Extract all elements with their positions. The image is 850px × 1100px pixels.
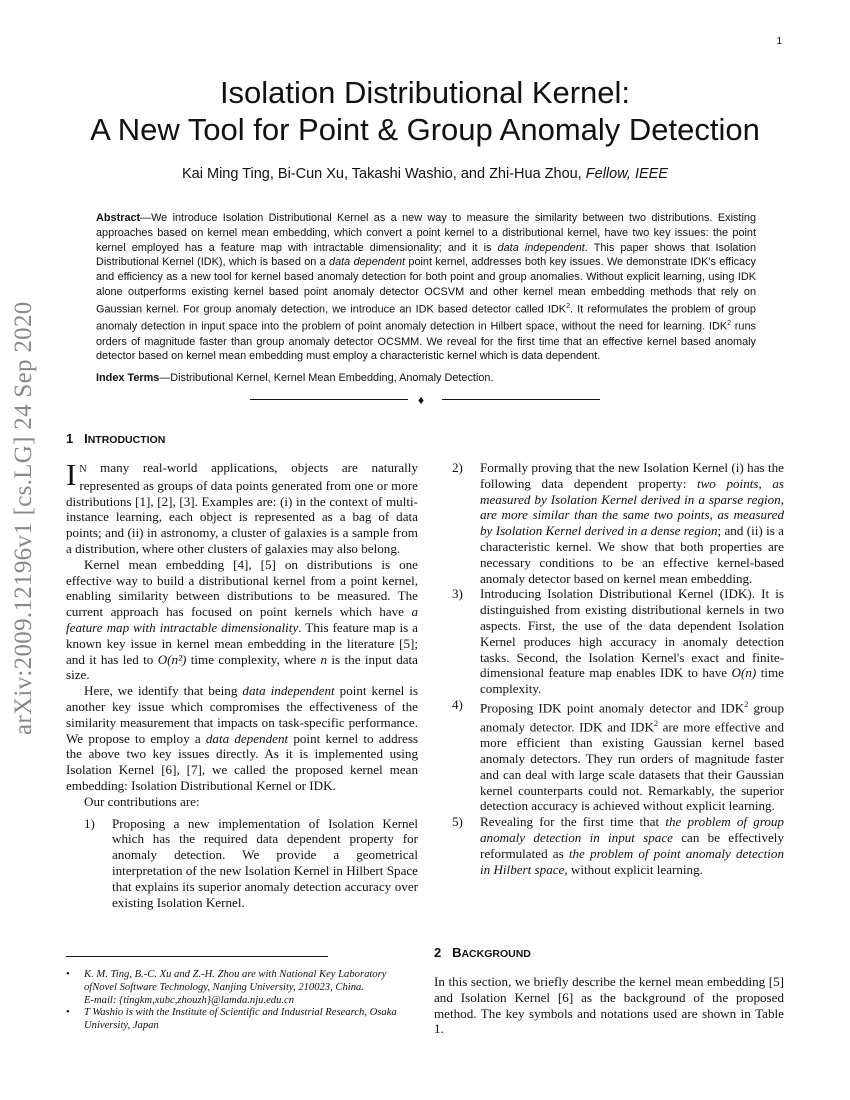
item-text-part: are more effective and more efficient than existing Gaussian kernel based anomaly detectors. They run orders of magnitude faster and can deal with large scale datasets that their Gaussian kernel counterparts could not. Remarkably, the superior detection accuracy is achieved without explicit learning.: [480, 719, 784, 814]
footnote-2: [66, 1006, 418, 1032]
small-caps: N: [79, 464, 87, 475]
superscript: 2: [653, 719, 658, 729]
background-heading: [434, 945, 531, 960]
item-number: 3): [452, 586, 463, 602]
section-number: 2: [434, 945, 442, 960]
heading-initial: I: [84, 431, 88, 446]
intro-paragraph-2: [66, 557, 418, 683]
abstract-text: —We introduce Isolation Distributional Kernel as a new way to measure the similarity between two distributions. Existing approaches based on kernel mean embedding, which convert a point kernel to a distributional kernel, have two key issues: the point kernel employed has a feature map with intractable dimensionality; and it is: [96, 212, 756, 254]
paragraph-text: point kernel to address the above two key issues directly. As it is implemented using Isolation Kernel [6], [7], we called the proposed kernel mean embedding: Isolation Distributional Kernel or IDK.: [66, 730, 419, 793]
divider-rule-left: [250, 399, 408, 400]
heading-rest: NTRODUCTION: [87, 434, 166, 446]
emphasis: the problem of group anomaly detection in input space: [480, 814, 784, 846]
math-variable: n: [320, 651, 328, 667]
item-number: 1): [84, 815, 95, 831]
contribution-item-3: [434, 586, 784, 697]
item-text: Proposing a new implementation of Isolation Kernel which has the required data dependent property for anomaly detection. We provide a geometrical interpretation of the new Isolation Kernel in Hilbert Space that explains its superior anomaly detection accuracy over existing Isolation Kernel.: [112, 815, 418, 910]
abstract-text: runs orders of magnitude faster than group anomaly detector OCSMM. We reveal for the first time that an effective kernel based anomaly detector based on kernel mean embedding must employ a characteristic kernel which is data dependent.: [96, 320, 756, 363]
math-expression: O(n²): [157, 651, 187, 667]
footnote-1: [66, 968, 418, 1007]
abstract-text: point kernel, addresses both key issues. We demonstrate IDK's efficacy and efficiency as a new tool for kernel based anomaly detection for both point and group anomalies. Without explicit learning, using IDK alone outperforms existing kernel based point anomaly detector OCSVM and other kernel mean embedding methods that rely on Gaussian kernel. For group anomaly detection, we introduce an IDK based detector called IDK: [96, 256, 757, 316]
bullet-icon: •: [66, 1007, 70, 1018]
emphasis: data independent: [242, 683, 335, 699]
section-number: 1: [66, 431, 74, 446]
item-text-part: Proposing IDK point anomaly detector and IDK: [480, 700, 745, 716]
author-names: Kai Ming Ting, Bi-Cun Xu, Takashi Washio, and Zhi-Hua Zhou,: [182, 166, 586, 182]
intro-heading: [66, 431, 165, 446]
footnote-rule: [66, 956, 328, 957]
emphasis: a feature map with intractable dimensionality: [66, 604, 418, 635]
divider-rule-right: [442, 399, 600, 400]
index-terms-text: —Distributional Kernel, Kernel Mean Embedding, Anomaly Detection.: [159, 372, 494, 384]
section-divider: [250, 392, 600, 408]
item-text-part: Revealing for the first time that: [480, 814, 666, 830]
item-number: 4): [452, 696, 463, 712]
superscript: 2: [566, 302, 570, 310]
drop-cap: I: [66, 457, 77, 492]
paragraph-text: . This feature map is a known key issue in kernel mean embedding in the literature [5]; and it has led to: [66, 619, 418, 667]
item-text: [480, 697, 784, 814]
footnote-text: T Washio is with the Institute of Scientific and Industrial Research, Osaka University, Japan: [84, 1007, 397, 1031]
item-text-part: Formally proving that the new Isolation Kernel (i) has the following data dependent property:: [480, 460, 784, 491]
item-text: [480, 586, 784, 697]
contribution-item-4: [434, 697, 784, 814]
emphasis: data dependent: [205, 730, 289, 746]
footnote-email: E-mail: {tingkm,xubc,zhouzh}@lamda.nju.edu.cn: [84, 995, 295, 1006]
left-column: [66, 457, 419, 910]
item-text: [480, 460, 784, 586]
superscript: 2: [744, 699, 749, 709]
item-number: 2): [452, 460, 463, 475]
emphasis: two points, as measured by Isolation Kernel derived in a sparse region, are more similar than the same two points, as measured by Isolation Kernel derived in a dense region: [480, 475, 784, 539]
item-text-part: , without explicit learning.: [564, 861, 703, 877]
item-text-part: Introducing Isolation Distributional Kernel (IDK). It is distinguished from existing distributional kernels in two aspects. First, the use of the data dependent Isolation Kernel produces high accuracy in anomaly detection tasks. Second, the Isolation Kernel's exact and finite-dimensional feature map enables IDK to have: [480, 586, 784, 681]
page-number: 1: [776, 36, 782, 47]
item-text-part: ; and (ii) is a characteristic kernel. We show that both properties are necessary conditions to be an effective kernel-based anomaly detector based on kernel mean embedding.: [480, 523, 784, 586]
index-terms-label: Index Terms: [96, 372, 160, 384]
item-text: [480, 814, 784, 877]
author-list: [0, 166, 850, 182]
item-text-part: group anomaly detector. IDK and IDK: [480, 700, 784, 735]
arxiv-identifier: arXiv:2009.12196v1 [cs.LG] 24 Sep 2020: [10, 301, 37, 735]
paragraph-text: Here, we identify that being: [84, 683, 243, 699]
footnote-text: K. M. Ting, B.-C. Xu and Z.-H. Zhou are with National Key Laboratory ofNovel Software Technology, Nanjing University, 210023, China.: [84, 969, 387, 993]
paragraph-text: Kernel mean embedding [4], [5] on distributions is one effective way to build a distributional kernel from a point kernel, enabling similarity between distributions to be measured. The current approach has focused on point kernels which have: [66, 556, 418, 620]
abstract-text: . This paper shows that Isolation Distributional Kernel (IDK), which is based on a: [96, 241, 757, 269]
contribution-item-5: [434, 814, 784, 877]
author-fellow: Fellow, IEEE: [585, 166, 668, 182]
bullet-icon: •: [66, 969, 70, 980]
superscript: 2: [727, 320, 731, 328]
title-line-1: Isolation Distributional Kernel:: [219, 75, 631, 110]
item-text-part: can be effectively reformulated as: [480, 830, 784, 861]
emphasis: the problem of point anomaly detection in Hilbert space: [480, 845, 785, 877]
heading-initial: B: [452, 945, 462, 960]
abstract-emphasis: data dependent: [329, 256, 406, 269]
paper-title: [0, 74, 850, 148]
diamond-icon: ♦: [418, 393, 425, 407]
abstract-label: Abstract: [96, 212, 141, 224]
paragraph-text: is the input data size.: [66, 651, 418, 683]
intro-paragraph-3: [66, 683, 418, 794]
item-text-part: time complexity.: [480, 665, 784, 697]
abstract-text: . It reformulates the problem of group anomaly detection in input space into the problem of point anomaly detection in Hilbert space, without the need for learning. IDK: [96, 303, 756, 333]
heading-rest: ACKGROUND: [461, 948, 531, 960]
intro-paragraph-1: [66, 457, 418, 557]
item-number: 5): [452, 814, 463, 830]
contribution-item-2: [434, 460, 784, 586]
contribution-item-1: [66, 816, 418, 911]
title-line-2: A New Tool for Point & Group Anomaly Detection: [90, 112, 760, 147]
paragraph-text: time complexity, where: [186, 651, 321, 667]
paragraph-text: point kernel is another key issue which compromises the effectiveness of the similarity measurement that impacts on task-specific performance. We propose to employ a: [66, 683, 418, 746]
intro-paragraph-4: Our contributions are:: [84, 793, 200, 809]
abstract: [96, 211, 756, 364]
math-expression: O(n): [731, 665, 757, 681]
abstract-emphasis: data independent: [497, 241, 585, 254]
paragraph-text: In this section, we briefly describe the kernel mean embedding [5] and Isolation Kernel [6] as the background of the proposed method. The key symbols and notations used are shown in Table 1.: [434, 974, 784, 1037]
right-column: [434, 460, 784, 877]
paragraph-text: many real-world applications, objects are naturally represented as groups of data points generated from one or more distributions [1], [2], [3]. Examples are: (i) in the context of multi-instance learning, each object is represented as a bag of data points; and (ii) in astronomy, a cluster of galaxies is a sample from a distribution, where other clusters of galaxies may also belong.: [66, 460, 418, 556]
background-paragraph: [434, 974, 784, 1037]
index-terms: [96, 372, 756, 384]
